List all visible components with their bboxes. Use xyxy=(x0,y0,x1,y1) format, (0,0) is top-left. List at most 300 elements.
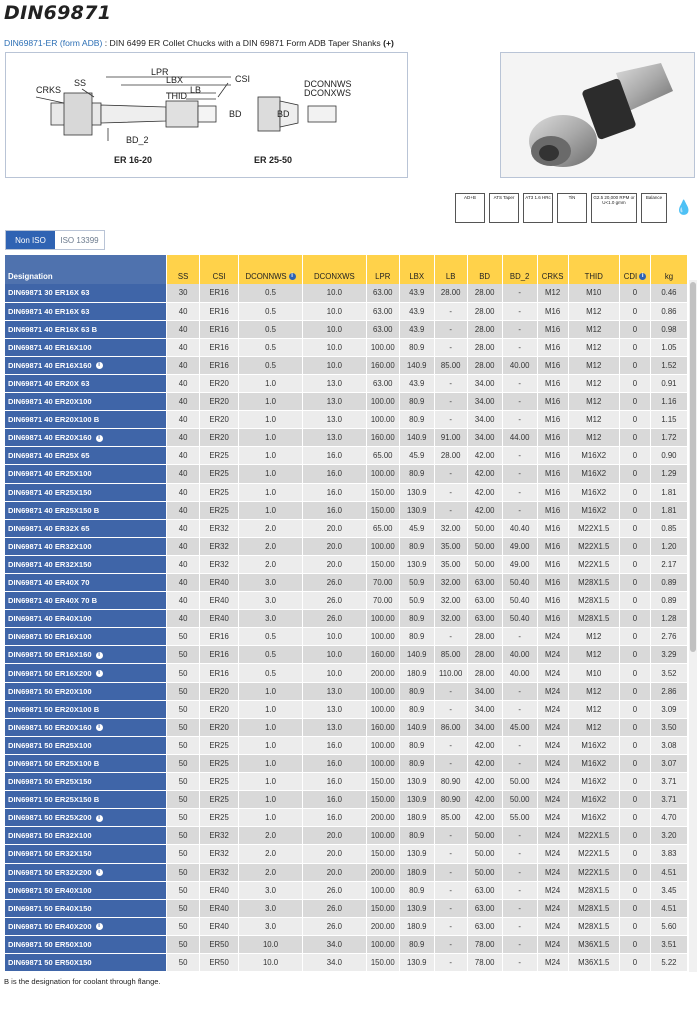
table-cell xyxy=(399,411,434,429)
table-cell xyxy=(399,664,434,682)
designation-cell[interactable] xyxy=(5,827,167,845)
table-cell xyxy=(467,845,502,863)
table-cell xyxy=(434,555,467,573)
cell-value: M24 xyxy=(545,885,561,895)
cell-value: 0.5 xyxy=(265,306,276,316)
column-header-designation[interactable] xyxy=(5,255,167,284)
designation-cell[interactable] xyxy=(5,302,167,320)
info-icon[interactable]: i xyxy=(96,923,103,930)
designation-cell[interactable] xyxy=(5,628,167,646)
cell-value: M16X2 xyxy=(581,740,607,750)
column-header-bd-2[interactable] xyxy=(502,255,537,284)
table-cell xyxy=(537,917,568,935)
designation-cell[interactable] xyxy=(5,574,167,592)
table-cell xyxy=(502,592,537,610)
table-row[interactable] xyxy=(5,773,688,791)
designation-cell[interactable] xyxy=(5,465,167,483)
table-cell xyxy=(200,917,239,935)
cell-value: M22X1.5 xyxy=(578,559,610,569)
designation-cell[interactable] xyxy=(5,519,167,537)
table-cell xyxy=(650,447,687,465)
column-header-kg[interactable] xyxy=(650,255,687,284)
designation-cell[interactable] xyxy=(5,320,167,338)
designation-cell[interactable] xyxy=(5,881,167,899)
table-cell xyxy=(568,773,619,791)
cell-value: 63.00 xyxy=(474,578,495,588)
cell-value: M28X1.5 xyxy=(578,596,610,606)
cell-value: ER40 xyxy=(209,921,229,931)
cell-value: 0 xyxy=(632,379,638,389)
cell-value: 35.00 xyxy=(440,541,461,551)
cell-value: 40 xyxy=(178,360,188,370)
table-row[interactable] xyxy=(5,628,688,646)
table-cell xyxy=(399,736,434,754)
table-cell xyxy=(467,682,502,700)
cell-value: 1.15 xyxy=(661,415,677,425)
designation-cell[interactable] xyxy=(5,284,167,302)
column-header-dconnws[interactable] xyxy=(239,255,303,284)
table-cell xyxy=(650,574,687,592)
designation-cell[interactable] xyxy=(5,393,167,411)
table-cell xyxy=(200,935,239,953)
table-cell xyxy=(200,736,239,754)
cell-value: 42.00 xyxy=(474,740,495,750)
table-row[interactable] xyxy=(5,881,688,899)
column-header-lbx[interactable] xyxy=(399,255,434,284)
table-cell xyxy=(650,845,687,863)
table-row[interactable] xyxy=(5,754,688,772)
designation-cell[interactable] xyxy=(5,447,167,465)
table-cell xyxy=(502,917,537,935)
cell-value: 1.05 xyxy=(661,342,677,352)
table-cell xyxy=(167,682,200,700)
cell-value: 40 xyxy=(178,559,188,569)
table-row[interactable] xyxy=(5,356,688,374)
designation-cell[interactable] xyxy=(5,555,167,573)
table-cell xyxy=(239,356,303,374)
table-cell xyxy=(399,773,434,791)
table-cell xyxy=(366,845,399,863)
cell-value: - xyxy=(449,740,452,750)
cell-value: M12 xyxy=(586,342,602,352)
table-row[interactable] xyxy=(5,574,688,592)
table-cell xyxy=(167,827,200,845)
table-row[interactable] xyxy=(5,718,688,736)
table-cell xyxy=(537,700,568,718)
designation-cell[interactable] xyxy=(5,899,167,917)
table-row[interactable] xyxy=(5,429,688,447)
table-row[interactable] xyxy=(5,664,688,682)
table-cell xyxy=(366,754,399,772)
cell-value: 10.0 xyxy=(326,324,342,334)
table-cell xyxy=(502,519,537,537)
table-cell xyxy=(200,284,239,302)
cell-value: 13.0 xyxy=(326,433,342,443)
cell-value: 63.00 xyxy=(474,921,495,931)
table-cell xyxy=(200,718,239,736)
table-cell xyxy=(434,917,467,935)
table-cell xyxy=(200,881,239,899)
cell-value: 200.00 xyxy=(370,867,395,877)
table-cell xyxy=(366,302,399,320)
designation-cell[interactable] xyxy=(5,953,167,971)
table-cell xyxy=(239,646,303,664)
cell-value: ER32 xyxy=(209,523,229,533)
column-header-label: DCONNWS xyxy=(245,272,287,281)
column-header-dconxws[interactable] xyxy=(302,255,366,284)
cell-value: 34.0 xyxy=(326,939,342,949)
designation-cell[interactable] xyxy=(5,809,167,827)
cell-value: 130.9 xyxy=(406,958,427,968)
designation-cell[interactable] xyxy=(5,338,167,356)
table-row[interactable] xyxy=(5,338,688,356)
cell-value: 100.00 xyxy=(370,614,395,624)
table-cell xyxy=(200,483,239,501)
cell-value: 30 xyxy=(178,288,188,298)
cell-value: 20.0 xyxy=(326,867,342,877)
table-cell xyxy=(620,429,651,447)
standard-tabs xyxy=(5,230,105,250)
table-cell xyxy=(467,537,502,555)
table-cell xyxy=(399,610,434,628)
cell-value: 150.00 xyxy=(370,487,395,497)
table-cell xyxy=(650,374,687,392)
subtitle-link[interactable]: DIN69871-ER (form ADB) xyxy=(4,38,103,48)
table-cell xyxy=(434,863,467,881)
cell-value: 180.9 xyxy=(406,921,427,931)
table-cell xyxy=(568,411,619,429)
cell-value: M12 xyxy=(586,379,602,389)
info-icon[interactable]: i xyxy=(96,815,103,822)
table-cell xyxy=(537,754,568,772)
column-header-crks[interactable] xyxy=(537,255,568,284)
table-cell xyxy=(399,899,434,917)
table-cell xyxy=(434,881,467,899)
column-header-lpr[interactable] xyxy=(366,255,399,284)
table-cell xyxy=(467,610,502,628)
table-row[interactable] xyxy=(5,592,688,610)
cell-value: - xyxy=(518,885,521,895)
cell-value: M12 xyxy=(586,360,602,370)
table-cell xyxy=(366,501,399,519)
cell-value: 16.0 xyxy=(326,813,342,823)
designation-cell[interactable] xyxy=(5,592,167,610)
table-cell xyxy=(650,610,687,628)
table-cell xyxy=(167,592,200,610)
info-icon[interactable]: i xyxy=(96,670,103,677)
designation-cell[interactable] xyxy=(5,664,167,682)
table-row[interactable] xyxy=(5,917,688,935)
table-cell xyxy=(399,574,434,592)
designation-cell[interactable] xyxy=(5,682,167,700)
column-header-label: SS xyxy=(177,272,189,281)
table-cell xyxy=(568,555,619,573)
table-row[interactable] xyxy=(5,393,688,411)
table-cell xyxy=(620,881,651,899)
info-icon[interactable]: i xyxy=(96,869,103,876)
table-cell xyxy=(167,736,200,754)
designation-cell[interactable] xyxy=(5,537,167,555)
cell-value: - xyxy=(518,632,521,642)
column-header-cdi[interactable] xyxy=(620,255,651,284)
cell-value: ER25 xyxy=(209,758,229,768)
table-cell xyxy=(239,809,303,827)
cell-value: DIN69871 40 ER32X150 xyxy=(8,559,92,569)
table-cell xyxy=(239,302,303,320)
table-cell xyxy=(467,338,502,356)
designation-cell[interactable] xyxy=(5,700,167,718)
cell-value: 0.89 xyxy=(661,578,677,588)
table-cell xyxy=(620,935,651,953)
cell-value: ER16 xyxy=(209,650,229,660)
table-cell xyxy=(366,953,399,971)
cell-value: 0.5 xyxy=(265,650,276,660)
cell-value: 200.00 xyxy=(370,921,395,931)
cell-value: M16 xyxy=(545,487,561,497)
cell-value: 0 xyxy=(632,650,638,660)
cell-value: M12 xyxy=(586,324,602,334)
cell-value: 50.00 xyxy=(474,559,495,569)
info-icon[interactable]: i xyxy=(96,435,103,442)
cell-value: 0 xyxy=(632,397,638,407)
table-cell xyxy=(568,827,619,845)
table-row[interactable] xyxy=(5,935,688,953)
designation-cell[interactable] xyxy=(5,374,167,392)
designation-cell[interactable] xyxy=(5,935,167,953)
cell-value: ER16 xyxy=(209,632,229,642)
designation-cell[interactable] xyxy=(5,501,167,519)
cell-value: 100.00 xyxy=(370,632,395,642)
table-row[interactable] xyxy=(5,284,688,302)
table-cell xyxy=(568,429,619,447)
table-cell xyxy=(620,356,651,374)
table-row[interactable] xyxy=(5,953,688,971)
cell-value: 1.0 xyxy=(265,505,276,515)
table-cell xyxy=(502,899,537,917)
table-row[interactable] xyxy=(5,700,688,718)
cell-value: 150.00 xyxy=(370,777,395,787)
table-cell xyxy=(200,845,239,863)
cell-value: 0 xyxy=(632,921,638,931)
cell-value: M24 xyxy=(545,632,561,642)
cell-value: 0 xyxy=(632,288,638,298)
column-header-ss[interactable] xyxy=(167,255,200,284)
cell-value: M12 xyxy=(586,650,602,660)
table-row[interactable] xyxy=(5,791,688,809)
cell-value: 13.0 xyxy=(326,379,342,389)
table-cell xyxy=(502,863,537,881)
designation-cell[interactable] xyxy=(5,718,167,736)
column-header-bd[interactable] xyxy=(467,255,502,284)
table-cell xyxy=(200,700,239,718)
cell-value: M12 xyxy=(586,415,602,425)
designation-cell[interactable] xyxy=(5,845,167,863)
table-cell xyxy=(302,610,366,628)
table-row[interactable] xyxy=(5,899,688,917)
column-header-csi[interactable] xyxy=(200,255,239,284)
designation-cell[interactable] xyxy=(5,773,167,791)
table-cell xyxy=(620,791,651,809)
cell-value: 20.0 xyxy=(326,541,342,551)
table-row[interactable] xyxy=(5,646,688,664)
table-cell xyxy=(650,664,687,682)
table-cell xyxy=(650,754,687,772)
cell-value: 1.0 xyxy=(265,758,276,768)
table-cell xyxy=(167,917,200,935)
table-cell xyxy=(502,754,537,772)
column-header-thid[interactable] xyxy=(568,255,619,284)
cell-value: ER25 xyxy=(209,469,229,479)
table-cell xyxy=(620,320,651,338)
table-row[interactable] xyxy=(5,610,688,628)
designation-cell[interactable] xyxy=(5,483,167,501)
cell-value: 50.40 xyxy=(509,596,530,606)
designation-cell[interactable] xyxy=(5,411,167,429)
cell-value: 1.0 xyxy=(265,704,276,714)
table-cell xyxy=(399,628,434,646)
table-cell xyxy=(434,374,467,392)
table-cell xyxy=(434,700,467,718)
table-cell xyxy=(399,356,434,374)
table-cell xyxy=(568,628,619,646)
cell-value: 50 xyxy=(178,795,188,805)
table-row[interactable] xyxy=(5,736,688,754)
cell-value: - xyxy=(518,704,521,714)
table-row[interactable] xyxy=(5,809,688,827)
cell-value: 34.00 xyxy=(474,722,495,732)
table-cell xyxy=(302,519,366,537)
cell-value: 34.00 xyxy=(474,379,495,389)
cell-value: 2.0 xyxy=(265,831,276,841)
table-row[interactable] xyxy=(5,447,688,465)
cell-value: 50 xyxy=(178,722,188,732)
expand-plus-button[interactable]: (+) xyxy=(383,38,394,48)
table-cell xyxy=(620,592,651,610)
designation-cell[interactable] xyxy=(5,754,167,772)
designation-cell[interactable] xyxy=(5,356,167,374)
table-cell xyxy=(650,863,687,881)
cell-value: - xyxy=(518,379,521,389)
table-row[interactable] xyxy=(5,519,688,537)
table-cell xyxy=(167,447,200,465)
cell-value: 100.00 xyxy=(370,469,395,479)
page-subtitle xyxy=(4,38,394,48)
cell-value: 150.00 xyxy=(370,559,395,569)
table-row[interactable] xyxy=(5,302,688,320)
label-crks: CRKS xyxy=(36,85,62,95)
cell-value: M16 xyxy=(545,559,561,569)
table-cell xyxy=(200,356,239,374)
table-row[interactable] xyxy=(5,845,688,863)
table-cell xyxy=(167,537,200,555)
cell-value: M16 xyxy=(545,614,561,624)
cell-value: 40 xyxy=(178,379,188,389)
table-row[interactable] xyxy=(5,682,688,700)
table-cell xyxy=(302,917,366,935)
cell-value: 80.9 xyxy=(409,704,425,714)
table-cell xyxy=(239,592,303,610)
cell-value: 40 xyxy=(178,451,188,461)
table-row[interactable] xyxy=(5,374,688,392)
cell-value: 34.00 xyxy=(474,415,495,425)
cell-value: ER32 xyxy=(209,849,229,859)
table-row[interactable] xyxy=(5,537,688,555)
info-icon[interactable]: i xyxy=(96,724,103,731)
cell-value: 80.90 xyxy=(440,777,461,787)
table-cell xyxy=(620,682,651,700)
table-cell xyxy=(620,845,651,863)
table-cell xyxy=(239,899,303,917)
cell-value: M16X2 xyxy=(581,777,607,787)
table-cell xyxy=(467,302,502,320)
cell-value: - xyxy=(449,505,452,515)
cell-value: ER40 xyxy=(209,578,229,588)
table-cell xyxy=(537,519,568,537)
column-header-lb[interactable] xyxy=(434,255,467,284)
cell-value: 140.9 xyxy=(406,650,427,660)
table-row[interactable] xyxy=(5,483,688,501)
cell-value: 5.22 xyxy=(661,958,677,968)
cell-value: M24 xyxy=(545,867,561,877)
table-row[interactable] xyxy=(5,827,688,845)
scrollbar-thumb[interactable] xyxy=(690,282,696,652)
table-row[interactable] xyxy=(5,411,688,429)
designation-cell[interactable] xyxy=(5,429,167,447)
cell-value: 100.00 xyxy=(370,415,395,425)
cell-value: 50.00 xyxy=(509,777,530,787)
table-cell xyxy=(502,537,537,555)
cell-value: 0 xyxy=(632,559,638,569)
tab-non-iso[interactable]: Non ISO xyxy=(6,231,55,249)
table-cell xyxy=(620,773,651,791)
table-cell xyxy=(537,447,568,465)
info-icon[interactable]: i xyxy=(96,652,103,659)
cell-value: 10.0 xyxy=(326,288,342,298)
cell-value: - xyxy=(449,885,452,895)
cell-value: 16.0 xyxy=(326,469,342,479)
info-icon[interactable]: i xyxy=(639,273,646,280)
table-cell xyxy=(399,519,434,537)
cell-value: 26.0 xyxy=(326,614,342,624)
designation-cell[interactable] xyxy=(5,791,167,809)
designation-cell[interactable] xyxy=(5,646,167,664)
label-bd2: BD_2 xyxy=(126,135,149,145)
table-cell xyxy=(568,718,619,736)
info-icon[interactable]: i xyxy=(289,273,296,280)
designation-cell[interactable] xyxy=(5,917,167,935)
table-cell xyxy=(239,429,303,447)
table-row[interactable] xyxy=(5,555,688,573)
tab-iso-13399[interactable]: ISO 13399 xyxy=(55,231,104,249)
table-row[interactable] xyxy=(5,320,688,338)
cell-value: ER20 xyxy=(209,415,229,425)
table-cell xyxy=(302,646,366,664)
designation-cell[interactable] xyxy=(5,610,167,628)
table-cell xyxy=(366,682,399,700)
table-row[interactable] xyxy=(5,501,688,519)
table-row[interactable] xyxy=(5,863,688,881)
info-icon[interactable]: i xyxy=(96,362,103,369)
cell-value: M16X2 xyxy=(581,813,607,823)
table-cell xyxy=(167,610,200,628)
table-scrollbar[interactable] xyxy=(689,280,697,972)
designation-cell[interactable] xyxy=(5,736,167,754)
table-cell xyxy=(537,411,568,429)
cell-value: 3.0 xyxy=(265,921,276,931)
designation-cell[interactable] xyxy=(5,863,167,881)
table-cell xyxy=(620,917,651,935)
table-row[interactable] xyxy=(5,465,688,483)
